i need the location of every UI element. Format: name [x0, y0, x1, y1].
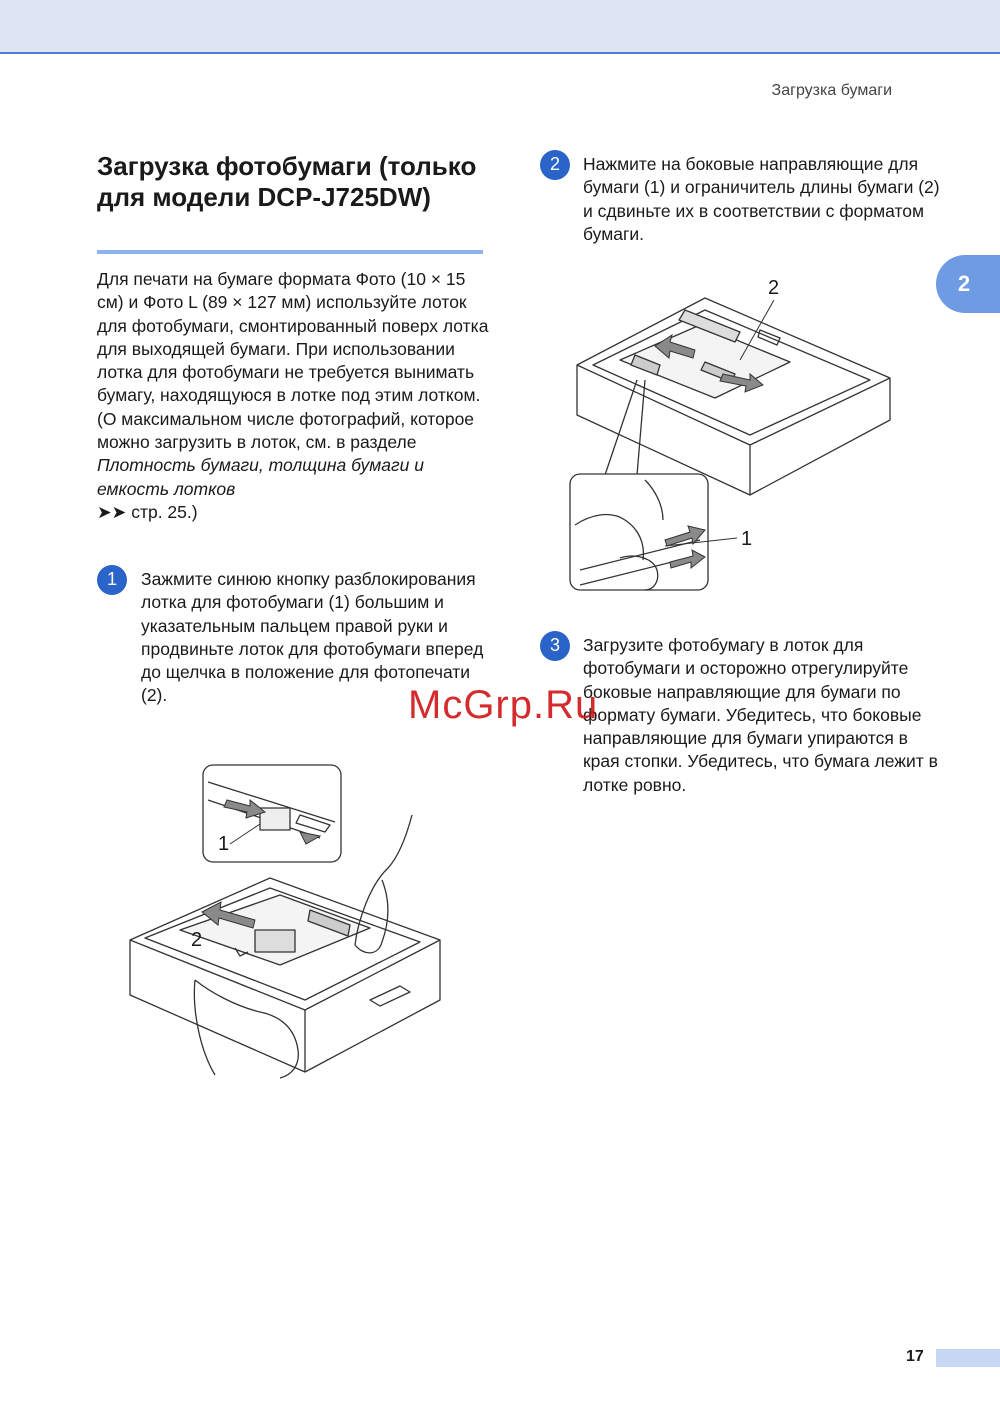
- watermark: McGrp.Ru: [408, 683, 599, 727]
- figure2-callout-1: 1: [741, 528, 753, 550]
- step-text: Загрузите фотобумагу в лоток для фотобумаги и осторожно отрегулируйте боковые направляющие для бумаги по формату бумаги. Убедитесь, что боковые направляющие для бумаги упираются в края стопки. Убедитесь, что бумага лежит в лотке ровно.: [583, 635, 938, 795]
- chapter-tab: 2: [936, 255, 1000, 313]
- title-underline: [97, 250, 483, 254]
- figure1-callout-2: 2: [191, 929, 203, 951]
- intro-link-reference: Плотность бумаги, толщина бумаги и емкость лотков: [97, 455, 424, 499]
- intro-page-reference: стр. 25.): [126, 501, 198, 522]
- figure2-callout-2: 2: [768, 277, 780, 299]
- step-number-badge: 1: [97, 565, 127, 595]
- step-text: Нажмите на боковые направляющие для бумаги (1) и ограничитель длины бумаги (2) и сдвиньте их в соответствии с форматом бумаги.: [583, 154, 940, 244]
- intro-text: Для печати на бумаге формата Фото (10 × 15 см) и Фото L (89 × 127 мм) используйте лоток для фотобумаги, смонтированный поверх лотка для выходящей бумаги. При использовании лотка для фотобумаги не требуется вынимать бумагу, находящуюся в лотке под этим лотком. (О максимальном числе фотографий, которое можно загрузить в лоток, см. в разделе: [97, 269, 489, 453]
- figure1-callout-1: 1: [218, 833, 230, 855]
- step-2: [540, 153, 940, 246]
- page-title: Загрузка фотобумаги (только для модели DCP-J725DW): [97, 151, 477, 212]
- step-3: [540, 634, 940, 797]
- step-number-badge: 2: [540, 150, 570, 180]
- intro-paragraph: [97, 268, 492, 524]
- page-number-tab: [936, 1349, 1000, 1367]
- running-head: Загрузка бумаги: [771, 82, 892, 99]
- step-text: Зажмите синюю кнопку разблокирования лотка для фотобумаги (1) большим и указательным пальцем правой руки и продвиньте лоток для фотобумаги вперед до щелчка в положение для фотопечати (2).: [141, 569, 484, 706]
- photo-tray-release-illustration: [120, 760, 460, 1080]
- arrows-icon: ➤➤: [97, 501, 127, 522]
- page-number: 17: [906, 1348, 924, 1365]
- header-band: [0, 0, 1000, 54]
- step-number-badge: 3: [540, 631, 570, 661]
- paper-guides-illustration: [565, 270, 895, 600]
